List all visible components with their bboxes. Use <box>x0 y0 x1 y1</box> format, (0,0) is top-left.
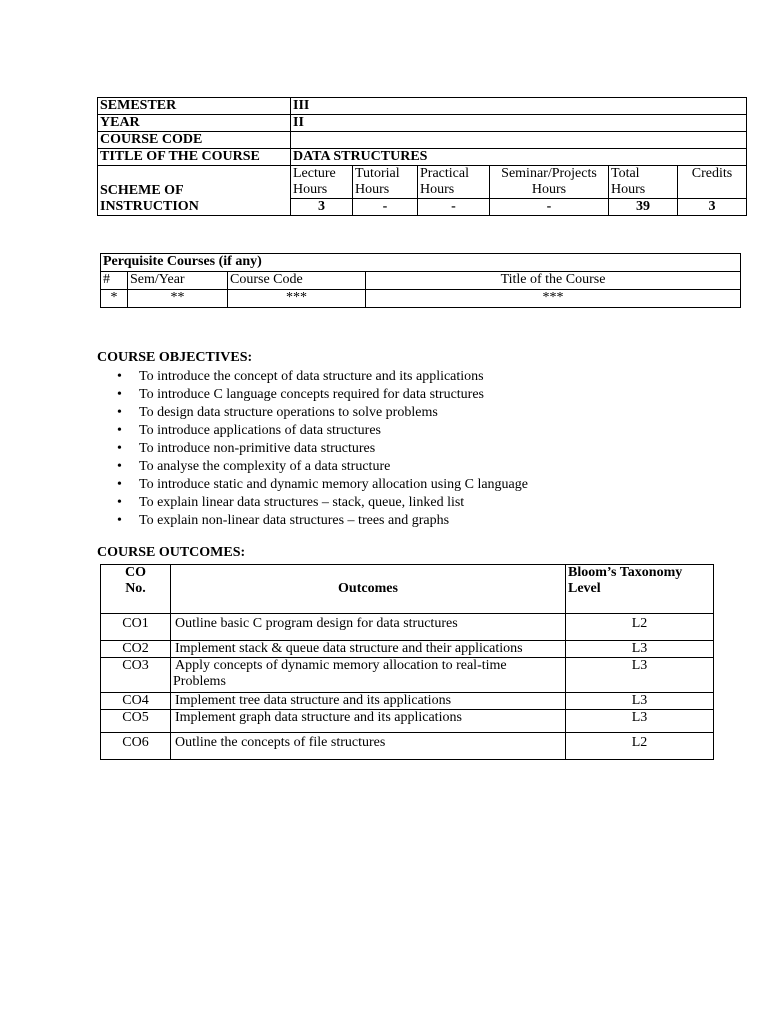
scheme-label: SCHEME OF INSTRUCTION <box>98 166 291 216</box>
outcomes-heading: COURSE OUTCOMES: <box>97 545 246 560</box>
practical-hours-value: - <box>418 199 490 216</box>
outcomes-table <box>100 564 714 760</box>
outcomes-header-outcomes: Outcomes <box>171 565 566 614</box>
prereq-cell-course-code: *** <box>228 290 366 308</box>
year-label: YEAR <box>98 115 291 132</box>
course-code-value <box>291 132 747 149</box>
list-item: • To introduce C language concepts required for data structures <box>117 387 485 402</box>
bullet-icon: • <box>117 369 122 384</box>
prereq-cell-title: *** <box>366 290 741 308</box>
tutorial-hours-header: Tutorial Hours <box>353 166 418 199</box>
year-value: II <box>291 115 747 132</box>
table-row: CO4 Implement tree data structure and its applications L3 <box>101 693 714 710</box>
prerequisite-table <box>100 253 741 308</box>
table-row: CO1 Outline basic C program design for data structures L2 <box>101 614 714 641</box>
prereq-header-course-code: Course Code <box>228 272 366 290</box>
course-code-label: COURSE CODE <box>98 132 291 149</box>
table-row: CO2 Implement stack & queue data structure and their applications L3 <box>101 641 714 658</box>
total-hours-value: 39 <box>609 199 678 216</box>
semester-label: SEMESTER <box>98 98 291 115</box>
prereq-cell-number: * <box>101 290 128 308</box>
credits-header: Credits <box>678 166 747 199</box>
course-info-table <box>97 97 747 216</box>
course-title-value: DATA STRUCTURES <box>291 149 747 166</box>
list-item: • To design data structure operations to solve problems <box>117 405 438 420</box>
prerequisite-title: Perquisite Courses (if any) <box>101 254 741 272</box>
course-title-label: TITLE OF THE COURSE <box>98 149 291 166</box>
objectives-heading: COURSE OBJECTIVES: <box>97 350 253 365</box>
practical-hours-header: Practical Hours <box>418 166 490 199</box>
list-item: • To analyse the complexity of a data structure <box>117 459 391 474</box>
total-hours-header: Total Hours <box>609 166 678 199</box>
list-item: • To introduce applications of data structures <box>117 423 381 438</box>
table-row: CO3 Apply concepts of dynamic memory allocation to real-time Problems L3 <box>101 658 714 693</box>
seminar-hours-header: Seminar/Projects Hours <box>490 166 609 199</box>
bullet-icon: • <box>117 405 122 420</box>
lecture-hours-header: Lecture Hours <box>291 166 353 199</box>
credits-value: 3 <box>678 199 747 216</box>
lecture-hours-value: 3 <box>291 199 353 216</box>
prereq-header-number: # <box>101 272 128 290</box>
bullet-icon: • <box>117 513 122 528</box>
prereq-cell-sem-year: ** <box>128 290 228 308</box>
tutorial-hours-value: - <box>353 199 418 216</box>
table-row: CO5 Implement graph data structure and its applications L3 <box>101 710 714 733</box>
bullet-icon: • <box>117 423 122 438</box>
list-item: • To explain linear data structures – stack, queue, linked list <box>117 495 465 510</box>
list-item: • To explain non-linear data structures – trees and graphs <box>117 513 450 528</box>
bullet-icon: • <box>117 495 122 510</box>
list-item: • To introduce non-primitive data structures <box>117 441 376 456</box>
bullet-icon: • <box>117 387 122 402</box>
bullet-icon: • <box>117 477 122 492</box>
prereq-header-title: Title of the Course <box>366 272 741 290</box>
bullet-icon: • <box>117 441 122 456</box>
objectives-list <box>97 368 528 530</box>
semester-value: III <box>291 98 747 115</box>
table-row: CO6 Outline the concepts of file structures L2 <box>101 733 714 760</box>
outcomes-header-co: CO No. <box>101 565 171 614</box>
outcomes-header-bloom: Bloom’s Taxonomy Level <box>566 565 714 614</box>
prereq-header-sem-year: Sem/Year <box>128 272 228 290</box>
list-item: • To introduce static and dynamic memory allocation using C language <box>117 477 528 492</box>
bullet-icon: • <box>117 459 122 474</box>
list-item: • To introduce the concept of data structure and its applications <box>117 369 484 384</box>
seminar-hours-value: - <box>490 199 609 216</box>
